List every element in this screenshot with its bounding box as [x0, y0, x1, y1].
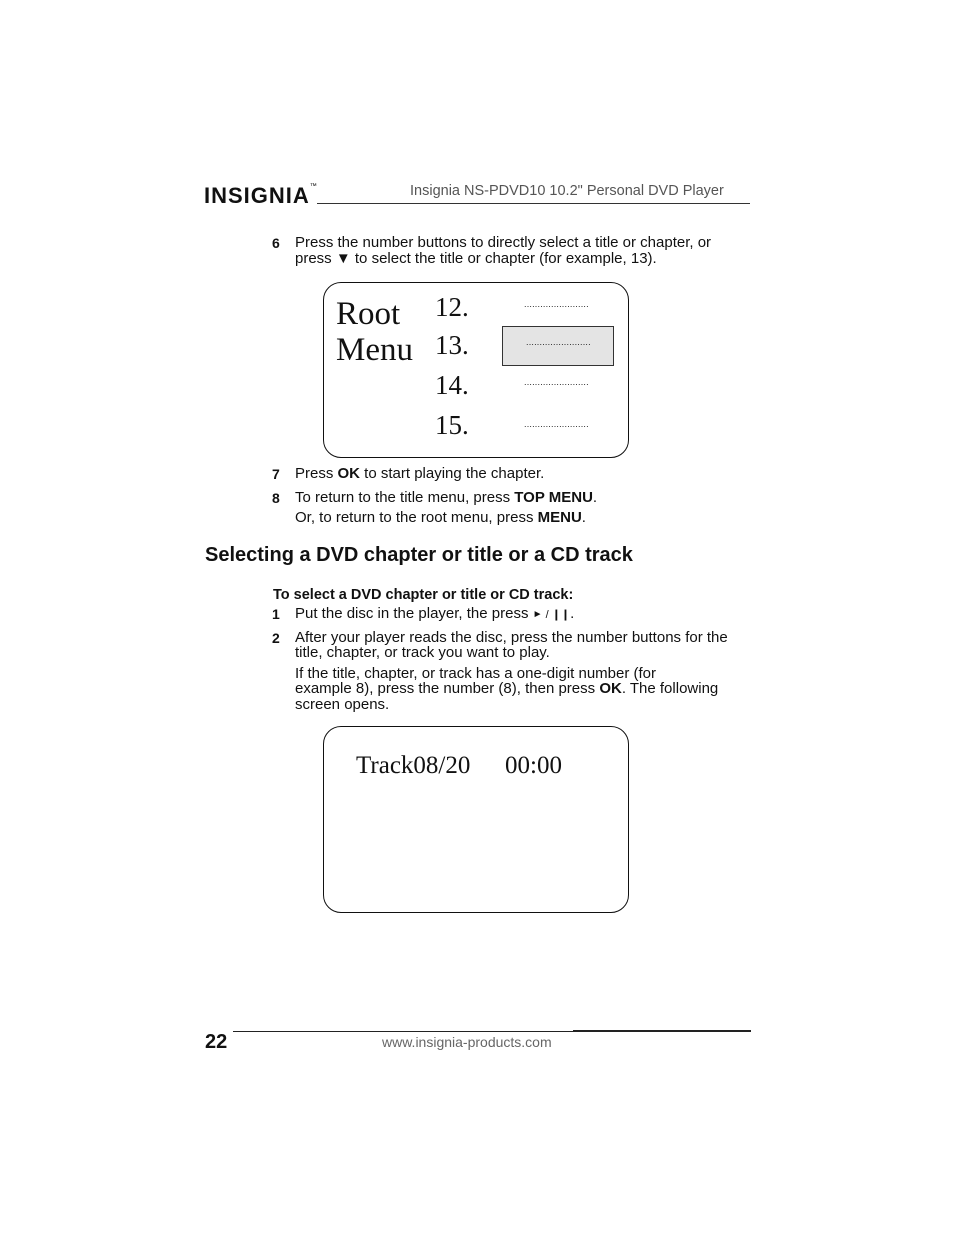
- step-text-line2: [295, 510, 750, 526]
- header-title: Insignia NS-PDVD10 10.2" Personal DVD Player: [410, 183, 724, 199]
- step-text-part: To return to the title menu, press: [295, 489, 515, 506]
- insignia-logo: [204, 183, 318, 209]
- trademark-mark: ™: [309, 183, 318, 190]
- step-text-line1: [295, 490, 750, 506]
- menu-item-dots-13: ........................: [526, 337, 591, 347]
- step-para2-line3: screen opens.: [295, 696, 390, 713]
- menu-item-dots-12: ........................: [524, 299, 589, 309]
- step-text-part: .: [581, 509, 586, 526]
- page-number: 22: [205, 1031, 228, 1053]
- separator: /: [542, 609, 552, 621]
- root-menu-title-line1: Root: [336, 296, 401, 332]
- step-number: 1: [272, 606, 280, 622]
- step-text-part: to start playing the chapter.: [360, 465, 545, 482]
- step-number: 2: [272, 630, 280, 646]
- step-text-part: example 8), press the number (8), then press: [295, 680, 600, 697]
- menu-item-label-12: 12.: [435, 292, 469, 322]
- step-text-part: Put the disc in the player, the press: [295, 605, 533, 622]
- menu-item-label-13: 13.: [435, 330, 469, 360]
- menu-item-label-14: 14.: [435, 370, 469, 400]
- step-text: [295, 606, 750, 623]
- step-text-line2: title, chapter, or track you want to play.: [295, 644, 550, 661]
- menu-item-label-15: 15.: [435, 410, 469, 440]
- footer-url: www.insignia-products.com: [382, 1034, 552, 1050]
- step-number: 6: [272, 235, 280, 251]
- step-number: 7: [272, 466, 280, 482]
- root-menu-title-line2: Menu: [336, 332, 413, 368]
- step-text-part: Or, to return to the root menu, press: [295, 509, 538, 526]
- step-text-part: .: [570, 605, 575, 622]
- track-time: 00:00: [505, 752, 562, 779]
- menu-item-dots-14: ........................: [524, 377, 589, 387]
- root-menu-title: [336, 296, 413, 368]
- step-text-part: to select the title or chapter (for example, 13).: [350, 250, 657, 267]
- ok-button-label: OK: [599, 680, 622, 697]
- pause-icon: ❙❙: [551, 609, 571, 621]
- menu-item-dots-15: ........................: [524, 419, 589, 429]
- top-menu-button-label: TOP MENU: [514, 489, 593, 506]
- ok-button-label: OK: [337, 465, 361, 482]
- step-number: 8: [272, 490, 280, 506]
- step-para2-line1: If the title, chapter, or track has a one-digit number (for: [295, 665, 657, 682]
- footer-divider-thick: [573, 1030, 751, 1032]
- step-text-line2: [295, 251, 750, 267]
- step-text-part: .: [592, 489, 598, 506]
- logo-text: INSIGNIA: [204, 183, 310, 208]
- step-text-part: press: [295, 250, 336, 267]
- play-icon: ►: [532, 609, 543, 620]
- header-divider: [317, 203, 750, 204]
- step-text-part: . The following: [621, 680, 719, 697]
- step-text-line1: Press the number buttons to directly select a title or chapter, or: [295, 234, 712, 251]
- step-text-part: Press: [295, 465, 338, 482]
- step-text-line1: After your player reads the disc, press the number buttons for the: [295, 629, 728, 646]
- down-arrow-icon: ▼: [335, 250, 351, 267]
- track-number: Track08/20: [356, 752, 471, 779]
- step-para2-line2: [295, 681, 750, 697]
- procedure-heading: To select a DVD chapter or title or CD track:: [273, 587, 574, 603]
- step-text: [295, 466, 750, 482]
- menu-button-label: MENU: [537, 509, 582, 526]
- section-title: Selecting a DVD chapter or title or a CD track: [205, 544, 633, 566]
